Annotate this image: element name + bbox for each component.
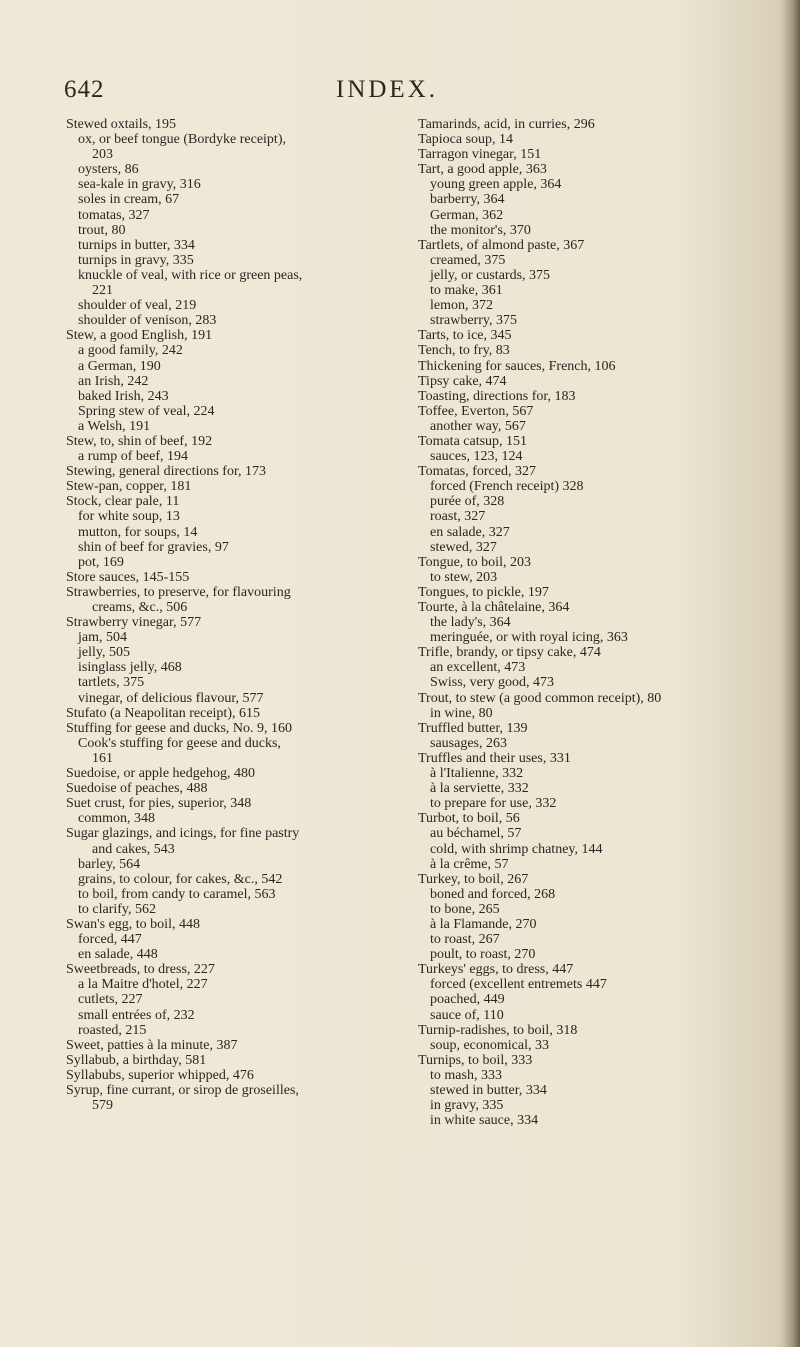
index-subentry: stewed, 327 bbox=[430, 539, 497, 555]
index-subentry: an Irish, 242 bbox=[78, 373, 149, 389]
index-entry: Tomatas, forced, 327 bbox=[418, 464, 536, 480]
index-subentry: shoulder of venison, 283 bbox=[78, 313, 217, 329]
index-subentry: young green apple, 364 bbox=[430, 177, 562, 193]
index-subentry: to boil, from candy to caramel, 563 bbox=[78, 886, 276, 902]
index-subentry: sea-kale in gravy, 316 bbox=[78, 177, 201, 193]
index-subentry: shoulder of veal, 219 bbox=[78, 298, 197, 314]
index-entry: Tarragon vinegar, 151 bbox=[418, 147, 542, 163]
index-entry: Sugar glazings, and icings, for fine pastry bbox=[66, 826, 300, 842]
index-subentry: barberry, 364 bbox=[430, 192, 505, 208]
index-entry: Tamarinds, acid, in curries, 296 bbox=[418, 117, 595, 132]
index-entry: Tongue, to boil, 203 bbox=[418, 554, 531, 570]
index-entry: Tourte, à la châtelaine, 364 bbox=[418, 600, 570, 615]
index-subentry: forced (French receipt) 328 bbox=[430, 479, 584, 495]
index-subentry: baked Irish, 243 bbox=[78, 388, 169, 404]
index-entry: Stock, clear pale, 11 bbox=[66, 494, 180, 510]
index-entry: Store sauces, 145-155 bbox=[66, 569, 190, 585]
index-subentry: poached, 449 bbox=[430, 992, 505, 1008]
index-column-right bbox=[418, 117, 778, 1128]
index-subentry: 221 bbox=[92, 283, 113, 299]
index-subentry: mutton, for soups, 14 bbox=[78, 524, 198, 540]
index-subentry: cutlets, 227 bbox=[78, 992, 143, 1008]
index-subentry: for white soup, 13 bbox=[78, 509, 180, 525]
index-entry: Turkeys' eggs, to dress, 447 bbox=[418, 962, 574, 978]
index-subentry: tomatas, 327 bbox=[78, 207, 150, 223]
index-subentry: poult, to roast, 270 bbox=[430, 947, 536, 963]
index-entry: Tapioca soup, 14 bbox=[418, 132, 514, 148]
index-subentry: 203 bbox=[92, 147, 113, 163]
index-subentry: jelly, 505 bbox=[78, 645, 130, 661]
index-subentry: cold, with shrimp chatney, 144 bbox=[430, 841, 603, 857]
index-entry: Stew, to, shin of beef, 192 bbox=[66, 433, 213, 449]
index-subentry: a rump of beef, 194 bbox=[78, 449, 189, 465]
index-entry: Swan's egg, to boil, 448 bbox=[66, 916, 200, 932]
index-entry: Syllabub, a birthday, 581 bbox=[66, 1052, 207, 1068]
index-entry: Stewing, general directions for, 173 bbox=[66, 464, 267, 480]
page-edge-shadow bbox=[782, 0, 800, 1347]
index-subentry: and cakes, 543 bbox=[92, 841, 175, 857]
index-entry: Turkey, to boil, 267 bbox=[418, 871, 529, 887]
index-entry: Trout, to stew (a good common receipt), 80 bbox=[418, 690, 662, 706]
index-entry: Suedoise of peaches, 488 bbox=[66, 781, 208, 797]
index-subentry: lemon, 372 bbox=[430, 298, 493, 314]
index-subentry: en salade, 327 bbox=[430, 524, 510, 540]
index-subentry: Swiss, very good, 473 bbox=[430, 675, 555, 691]
page-number: 642 bbox=[64, 76, 105, 103]
index-subentry: Cook's stuffing for geese and ducks, bbox=[78, 735, 281, 751]
index-entry: Stew-pan, copper, 181 bbox=[66, 479, 192, 495]
index-subentry: grains, to colour, for cakes, &c., 542 bbox=[78, 871, 283, 887]
index-subentry: oysters, 86 bbox=[78, 162, 139, 178]
index-subentry: in gravy, 335 bbox=[430, 1098, 504, 1114]
index-entry: Turnip-radishes, to boil, 318 bbox=[418, 1022, 578, 1038]
index-entry: Tipsy cake, 474 bbox=[418, 373, 507, 389]
index-subentry: to bone, 265 bbox=[430, 901, 500, 917]
index-column-left bbox=[66, 117, 406, 1113]
index-entry: Sweet, patties à la minute, 387 bbox=[66, 1037, 238, 1053]
index-subentry: ox, or beef tongue (Bordyke receipt), bbox=[78, 132, 286, 148]
index-entry: Toffee, Everton, 567 bbox=[418, 403, 534, 419]
index-subentry: pot, 169 bbox=[78, 554, 124, 570]
index-entry: Turnips, to boil, 333 bbox=[418, 1052, 533, 1068]
index-subentry: turnips in gravy, 335 bbox=[78, 252, 194, 268]
index-entry: Turbot, to boil, 56 bbox=[418, 811, 520, 827]
index-entry: Sweetbreads, to dress, 227 bbox=[66, 962, 215, 978]
index-entry: Tongues, to pickle, 197 bbox=[418, 584, 549, 600]
index-subentry: to make, 361 bbox=[430, 283, 503, 299]
index-entry: Suedoise, or apple hedgehog, 480 bbox=[66, 766, 255, 782]
index-subentry: au béchamel, 57 bbox=[430, 826, 522, 842]
index-entry: Tarts, to ice, 345 bbox=[418, 328, 512, 344]
index-entry: Toasting, directions for, 183 bbox=[418, 388, 576, 404]
index-entry: Syrup, fine currant, or sirop de groseilles, bbox=[66, 1083, 299, 1098]
index-entry: Stewed oxtails, 195 bbox=[66, 117, 177, 132]
index-subentry: meringuée, or with royal icing, 363 bbox=[430, 630, 628, 646]
index-subentry: barley, 564 bbox=[78, 856, 141, 872]
index-subentry: knuckle of veal, with rice or green peas, bbox=[78, 267, 303, 283]
index-entry: Trifle, brandy, or tipsy cake, 474 bbox=[418, 645, 601, 661]
index-subentry: 161 bbox=[92, 750, 113, 766]
index-subentry: vinegar, of delicious flavour, 577 bbox=[78, 690, 264, 706]
index-subentry: turnips in butter, 334 bbox=[78, 237, 195, 253]
index-subentry: the monitor's, 370 bbox=[430, 222, 531, 238]
index-subentry: the lady's, 364 bbox=[430, 615, 511, 631]
index-subentry: en salade, 448 bbox=[78, 947, 158, 963]
index-subentry: roast, 327 bbox=[430, 509, 486, 525]
index-subentry: in wine, 80 bbox=[430, 705, 493, 721]
index-subentry: à la crême, 57 bbox=[430, 856, 509, 872]
index-subentry: creamed, 375 bbox=[430, 252, 506, 268]
index-subentry: jelly, or custards, 375 bbox=[430, 267, 551, 283]
index-subentry: a Welsh, 191 bbox=[78, 418, 151, 434]
index-subentry: German, 362 bbox=[430, 207, 504, 223]
index-entry: Syllabubs, superior whipped, 476 bbox=[66, 1067, 254, 1083]
index-subentry: shin of beef for gravies, 97 bbox=[78, 539, 229, 555]
index-subentry: jam, 504 bbox=[78, 630, 127, 646]
index-entry: Truffled butter, 139 bbox=[418, 720, 528, 736]
index-subentry: a good family, 242 bbox=[78, 343, 183, 359]
index-entry: Tomata catsup, 151 bbox=[418, 433, 528, 449]
index-entry: Stuffing for geese and ducks, No. 9, 160 bbox=[66, 720, 293, 736]
index-subentry: common, 348 bbox=[78, 811, 155, 827]
index-entry: Strawberry vinegar, 577 bbox=[66, 615, 202, 631]
index-entry: Thickening for sauces, French, 106 bbox=[418, 358, 616, 374]
index-subentry: forced (excellent entremets 447 bbox=[430, 977, 607, 993]
index-subentry: à la serviette, 332 bbox=[430, 781, 529, 797]
index-subentry: 579 bbox=[92, 1098, 113, 1114]
index-subentry: to mash, 333 bbox=[430, 1067, 502, 1083]
index-subentry: in white sauce, 334 bbox=[430, 1113, 539, 1129]
index-subentry: boned and forced, 268 bbox=[430, 886, 556, 902]
index-subentry: sauces, 123, 124 bbox=[430, 449, 523, 465]
index-subentry: strawberry, 375 bbox=[430, 313, 517, 329]
index-entry: Tench, to fry, 83 bbox=[418, 343, 510, 359]
index-subentry: another way, 567 bbox=[430, 418, 526, 434]
index-entry: Tart, a good apple, 363 bbox=[418, 162, 547, 178]
index-subentry: a la Maitre d'hotel, 227 bbox=[78, 977, 208, 993]
index-entry: Stew, a good English, 191 bbox=[66, 328, 213, 344]
index-subentry: creams, &c., 506 bbox=[92, 600, 188, 615]
index-entry: Tartlets, of almond paste, 367 bbox=[418, 237, 585, 253]
index-subentry: soles in cream, 67 bbox=[78, 192, 180, 208]
index-subentry: soup, economical, 33 bbox=[430, 1037, 549, 1053]
index-subentry: trout, 80 bbox=[78, 222, 126, 238]
index-entry: Suet crust, for pies, superior, 348 bbox=[66, 796, 252, 812]
index-subentry: to clarify, 562 bbox=[78, 901, 157, 917]
index-subentry: to roast, 267 bbox=[430, 932, 500, 948]
index-subentry: isinglass jelly, 468 bbox=[78, 660, 182, 676]
index-subentry: sausages, 263 bbox=[430, 735, 507, 751]
index-subentry: forced, 447 bbox=[78, 932, 142, 948]
index-subentry: sauce of, 110 bbox=[430, 1007, 504, 1023]
index-subentry: purée of, 328 bbox=[430, 494, 505, 510]
index-entry: Truffles and their uses, 331 bbox=[418, 750, 571, 766]
index-subentry: à l'Italienne, 332 bbox=[430, 766, 524, 782]
index-subentry: stewed in butter, 334 bbox=[430, 1083, 547, 1098]
index-subentry: an excellent, 473 bbox=[430, 660, 526, 676]
index-subentry: to prepare for use, 332 bbox=[430, 796, 557, 812]
index-entry: Strawberries, to preserve, for flavouring bbox=[66, 584, 291, 600]
running-head: INDEX. bbox=[336, 76, 439, 103]
index-subentry: Spring stew of veal, 224 bbox=[78, 403, 215, 419]
index-subentry: roasted, 215 bbox=[78, 1022, 147, 1038]
index-subentry: à la Flamande, 270 bbox=[430, 916, 537, 932]
index-subentry: a German, 190 bbox=[78, 358, 161, 374]
index-subentry: tartlets, 375 bbox=[78, 675, 145, 691]
index-entry: Stufato (a Neapolitan receipt), 615 bbox=[66, 705, 260, 721]
index-subentry: small entrées of, 232 bbox=[78, 1007, 195, 1023]
index-subentry: to stew, 203 bbox=[430, 569, 498, 585]
